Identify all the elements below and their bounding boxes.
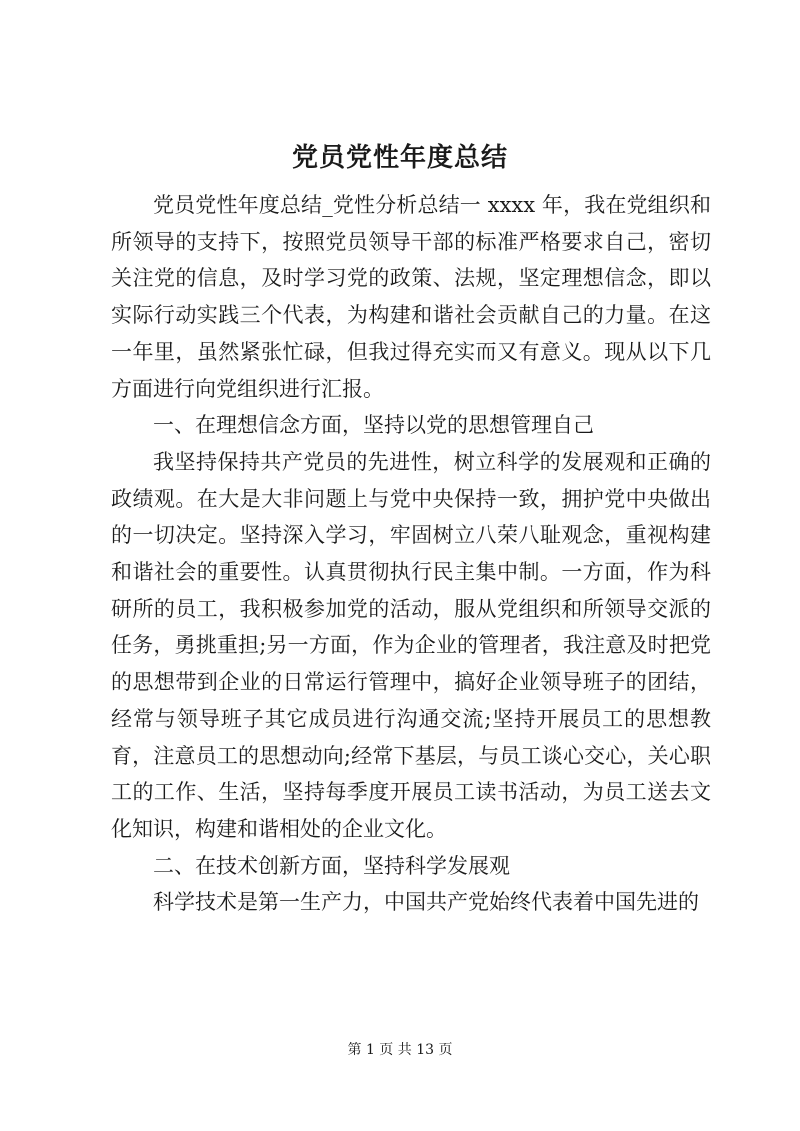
page-number-footer: 第 1 页 共 13 页 [347, 1042, 453, 1058]
paragraph-section-1: 我坚持保持共产党员的先进性，树立科学的发展观和正确的政绩观。在大是大非问题上与党中央保持一致，拥护党中央做出的一切决定。坚持深入学习，牢固树立八荣八耻观念，重视构建和谐社会的重要性。认真贯彻执行民主集中制。一方面，作为科研所的员工，我积极参加党的活动，服从党组织和所领导交派的任务，勇挑重担;另一方面，作为企业的管理者，我注意及时把党的思想带到企业的日常运行管理中，搞好企业领导班子的团结，经常与领导班子其它成员进行沟通交流;坚持开展员工的思想教育，注意员工的思想动向;经常下基层，与员工谈心交心，关心职工的工作、生活，坚持每季度开展员工读书活动，为员工送去文化知识，构建和谐相处的企业文化。 [111, 449, 711, 841]
section-heading-1: 一、在理想信念方面，坚持以党的思想管理自己 [153, 413, 594, 438]
document-body [111, 187, 711, 921]
paragraph-section-2: 科学技术是第一生产力，中国共产党始终代表着中国先进的 [153, 890, 699, 915]
paragraph-intro: 党员党性年度总结_党性分析总结一 xxxx 年，我在党组织和所领导的支持下，按照党员领导干部的标准严格要求自己，密切关注党的信息，及时学习党的政策、法规，坚定理想信念，即以实际行动实践三个代表，为构建和谐社会贡献自己的力量。在这一年里，虽然紧张忙碌，但我过得充实而又有意义。现从以下几方面进行向党组织进行汇报。 [111, 193, 711, 401]
document-title: 党员党性年度总结 [291, 143, 508, 173]
section-heading-2: 二、在技术创新方面，坚持科学发展观 [153, 853, 510, 878]
